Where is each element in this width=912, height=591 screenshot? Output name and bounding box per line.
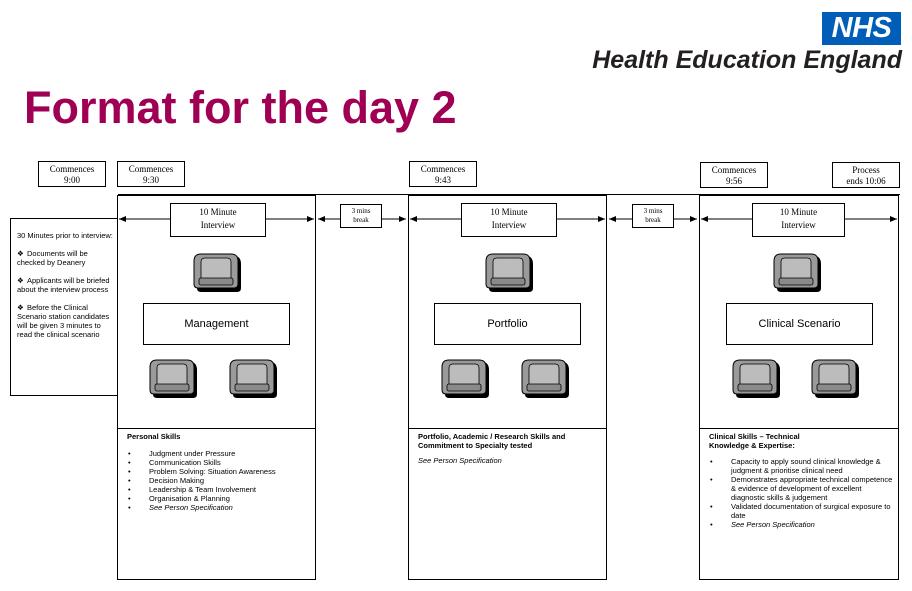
skills-heading: Personal Skills [127, 432, 181, 441]
diamond-bullet-icon: ❖ [17, 276, 24, 285]
panel-chair-icon [812, 360, 859, 398]
interviewer-chair-icon [194, 254, 241, 292]
timeline-box-end: Process ends 10:06 [832, 162, 900, 188]
skill-item: • Judgment under Pressure [149, 449, 312, 458]
skill-item: • Problem Solving: Situation Awareness [149, 467, 312, 476]
panel-chair-icon [522, 360, 569, 398]
diamond-bullet-icon: ❖ [17, 303, 24, 312]
organization-name: Health Education England [592, 46, 902, 74]
break-box: 3 mins break [340, 204, 382, 228]
spec-note: See Person Specification [418, 456, 502, 465]
panel-chair-icon [230, 360, 277, 398]
timeline-box-943: Commences 9:43 [409, 161, 477, 187]
timeline-box-900: Commences 9:00 [38, 161, 106, 187]
skill-item: • Demonstrates appropriate technical competence & evidence of development of excellent diagnostic skills & judgement [731, 475, 894, 502]
pre-interview-intro: 30 Minutes prior to interview: [17, 231, 113, 240]
duration-box: 10 Minute Interview [752, 203, 845, 237]
skill-item: • Validated documentation of surgical exposure to date [731, 502, 894, 520]
panel-chair-icon [150, 360, 197, 398]
skill-item: • Decision Making [149, 476, 312, 485]
skills-heading: Portfolio, Academic / Research Skills and Commitment to Specialty tested [418, 432, 566, 450]
interviewer-chair-icon [774, 254, 821, 292]
skills-section-clinical [709, 432, 894, 529]
skills-heading: Clinical Skills – Technical Knowledge & Expertise: [709, 432, 800, 450]
interviewer-chair-icon [486, 254, 533, 292]
panel-chair-icon [733, 360, 780, 398]
skill-item: • Capacity to apply sound clinical knowledge & judgment & prioritise clinical need [731, 457, 894, 475]
skills-section-portfolio [418, 432, 568, 465]
skill-item: • See Person Specification [149, 503, 312, 512]
skill-item: • Organisation & Planning [149, 494, 312, 503]
skill-item: • See Person Specification [731, 520, 894, 529]
duration-box: 10 Minute Interview [170, 203, 266, 237]
pre-interview-item: ❖ Documents will be checked by Deanery [17, 249, 88, 267]
break-box: 3 mins break [632, 204, 674, 228]
nhs-logo: NHS [822, 12, 901, 45]
station-name-clinical: Clinical Scenario [726, 303, 873, 345]
timeline-box-930: Commences 9:30 [117, 161, 185, 187]
skill-item: • Leadership & Team Involvement [149, 485, 312, 494]
pre-interview-item: ❖ Before the Clinical Scenario station candidates will be given 3 minutes to read the clinical scenario [17, 303, 110, 339]
duration-box: 10 Minute Interview [461, 203, 557, 237]
skill-item: • Communication Skills [149, 458, 312, 467]
slide-title: Format for the day 2 [24, 82, 457, 133]
station-name-portfolio: Portfolio [434, 303, 581, 345]
station-name-management: Management [143, 303, 290, 345]
diamond-bullet-icon: ❖ [17, 249, 24, 258]
timeline-box-956: Commences 9:56 [700, 162, 768, 188]
panel-chair-icon [442, 360, 489, 398]
pre-interview-item: ❖ Applicants will be briefed about the interview process [17, 276, 110, 294]
skills-section-personal [127, 432, 312, 512]
